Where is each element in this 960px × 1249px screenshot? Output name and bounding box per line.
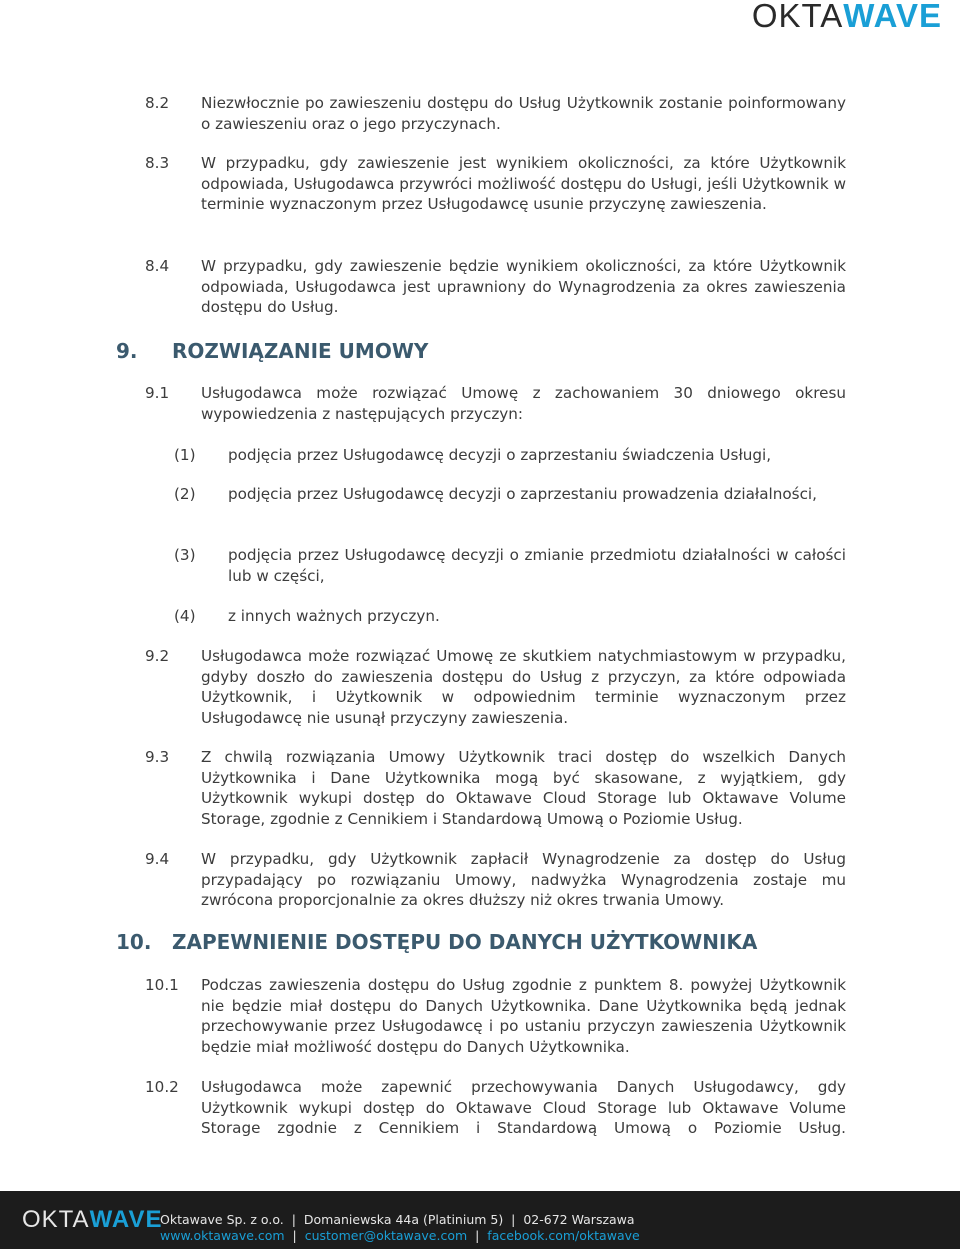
section-text: Podczas zawieszenia dostępu do Usług zgodnie z punktem 8. powyżej Użytkownik nie będzie miał dostępu do Danych Użytkownika. Dane Użytkownika będą jednak przechowywanie przez Usługodawcę i po ustaniu przyczyn zawieszenia Użytkownik będzie miał możliwość dostępu do Danych Użytkownika.	[201, 976, 846, 1056]
section-number: 9.3	[145, 748, 170, 766]
section-heading: 9. ROZWIĄZANIE UMOWY	[116, 339, 429, 363]
list-item-number: (2)	[174, 485, 196, 503]
list-item-number: (3)	[174, 546, 196, 564]
section-number: 10.2	[145, 1078, 179, 1096]
section-text: W przypadku, gdy zawieszenie będzie wynikiem okoliczności, za które Użytkownik odpowiada, Usługodawca jest uprawniony do Wynagrodzenia za okres zawieszenia dostępu do Usług.	[201, 257, 846, 317]
section-text: Usługodawca może zapewnić przechowywania Danych Usługodawcy, gdy Użytkownik wykupi dostęp do Oktawave Cloud Storage lub Oktawave Volume Storage zgodnie z Cennikiem i Standardową Umową o Poziomie Usług.	[201, 1078, 846, 1138]
oktawave-logo: OKTAWAVE	[751, 0, 942, 34]
list-item-text: z innych ważnych przyczyn.	[228, 607, 440, 625]
footer-links: www.oktawave.com | customer@oktawave.com | facebook.com/oktawave	[160, 1228, 640, 1243]
section-number: 8.4	[145, 257, 170, 275]
section-heading: 10. ZAPEWNIENIE DOSTĘPU DO DANYCH UŻYTKOWNIKA	[116, 930, 758, 954]
email-link[interactable]: customer@oktawave.com	[304, 1228, 468, 1243]
section-number: 10.1	[145, 976, 179, 994]
section-number: 9.2	[145, 647, 170, 665]
section-text: W przypadku, gdy Użytkownik zapłacił Wynagrodzenie za dostęp do Usług przypadający po rozwiązaniu Umowy, nadwyżka Wynagrodzenia zostaje mu zwrócona proporcjonalnie za okres dłuższy niż okres trwania Umowy.	[201, 850, 846, 910]
section-text: Usługodawca może rozwiązać Umowę z zachowaniem 30 dniowego okresu wypowiedzenia z następujących przyczyn:	[201, 384, 846, 423]
section-text: Niezwłocznie po zawieszeniu dostępu do Usług Użytkownik zostanie poinformowany o zawieszeniu oraz o jego przyczynach.	[201, 94, 846, 133]
footer-company-info: Oktawave Sp. z o.o. | Domaniewska 44a (Platinium 5) | 02-672 Warszawa	[160, 1212, 635, 1227]
list-item-text: podjęcia przez Usługodawcę decyzji o zmianie przedmiotu działalności w całości lub w części,	[228, 546, 846, 585]
section-number: 9.4	[145, 850, 170, 868]
page-footer	[0, 1191, 960, 1249]
section-text: Usługodawca może rozwiązać Umowę ze skutkiem natychmiastowym w przypadku, gdyby doszło do zawieszenia dostępu do Usług z przyczyn, za które odpowiada Użytkownik, i Użytkownik w odpowiednim terminie wyznaczonym przez Usługodawcę nie usunął przyczyny zawieszenia.	[201, 647, 846, 727]
list-item-number: (1)	[174, 446, 196, 464]
section-text: W przypadku, gdy zawieszenie jest wynikiem okoliczności, za które Użytkownik odpowiada, Usługodawca przywróci możliwość dostępu do Usługi, jeśli Użytkownik w terminie wyznaczonym przez Usługodawcę usunie przyczynę zawieszenia.	[201, 154, 846, 214]
section-number: 9.1	[145, 384, 170, 402]
list-item-text: podjęcia przez Usługodawcę decyzji o zaprzestaniu świadczenia Usługi,	[228, 446, 772, 464]
facebook-link[interactable]: facebook.com/oktawave	[487, 1228, 640, 1243]
list-item-number: (4)	[174, 607, 196, 625]
website-link[interactable]: www.oktawave.com	[160, 1228, 285, 1243]
section-number: 8.3	[145, 154, 170, 172]
list-item-text: podjęcia przez Usługodawcę decyzji o zaprzestaniu prowadzenia działalności,	[228, 485, 817, 503]
footer-oktawave-logo: OKTAWAVE	[22, 1206, 163, 1233]
section-text: Z chwilą rozwiązania Umowy Użytkownik traci dostęp do wszelkich Danych Użytkownika i Dane Użytkownika mogą być skasowane, z wyjątkiem, gdy Użytkownik wykupi dostęp do Oktawave Cloud Storage lub Oktawave Volume Storage, zgodnie z Cennikiem i Standardową Umową o Poziomie Usług.	[201, 748, 846, 828]
section-number: 8.2	[145, 94, 170, 112]
